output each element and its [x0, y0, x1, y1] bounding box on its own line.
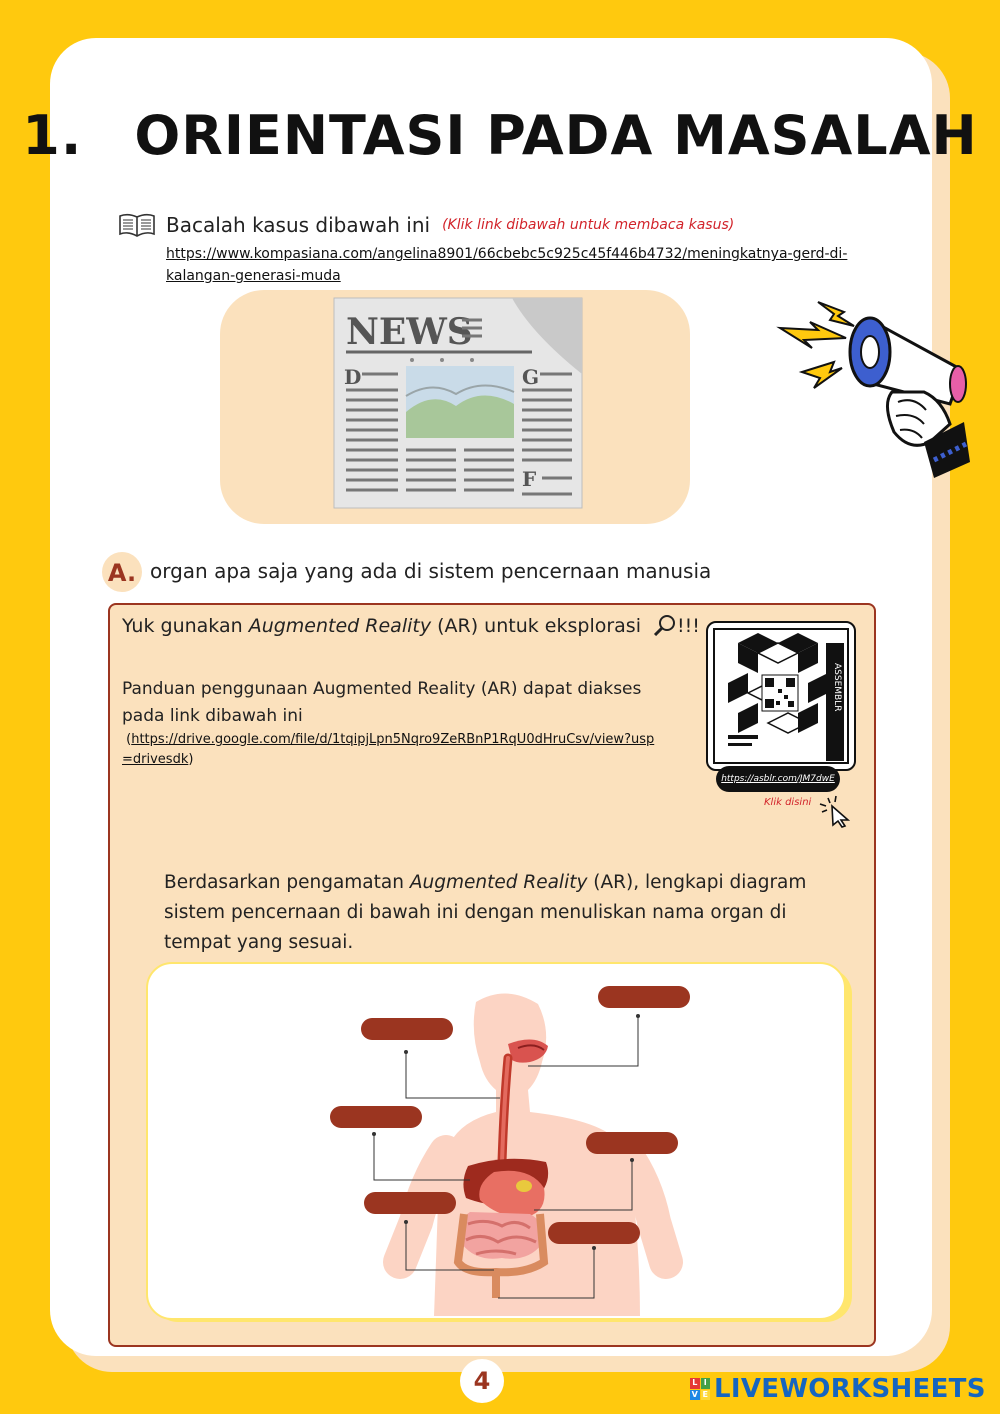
newspaper-headline: NEWS [346, 311, 473, 353]
ar-guide-text: Panduan penggunaan Augmented Reality (AR) dapat diakses pada link dibawah ini [122, 679, 642, 726]
ar-invite-prefix: Yuk gunakan [122, 615, 249, 637]
observation-italic: Augmented Reality [409, 872, 588, 893]
ar-invite [122, 614, 700, 637]
label-input-mid-left[interactable] [330, 1106, 422, 1128]
logo-letter-i: I [701, 1378, 711, 1389]
title-number: 1. [22, 104, 83, 167]
logo-letter-e: E [701, 1390, 711, 1401]
megaphone-icon [774, 292, 984, 488]
logo-letter-v: V [691, 1389, 698, 1399]
instruction-text: Bacalah kasus dibawah ini [166, 213, 431, 237]
logo-letter-l: L [690, 1378, 700, 1389]
newspaper-letter-f: F [522, 467, 537, 491]
qr-click-label[interactable]: Klik disini [764, 797, 812, 808]
observation-prefix: Berdasarkan pengamatan [164, 872, 410, 893]
ar-guide-link[interactable]: https://drive.google.com/file/d/1tqipjLpn5Nqro9ZeRBnP1RqU0dHruCsv/view?usp=drivesdk [122, 732, 655, 767]
ar-invite-exclaim: !!! [677, 615, 700, 637]
liveworksheets-logo-icon [690, 1378, 710, 1400]
ar-guide-link-block [122, 730, 662, 770]
brand-text: LIVEWORKSHEETS [714, 1374, 986, 1404]
label-input-low-right[interactable] [548, 1222, 640, 1244]
cursor-click-icon [818, 794, 854, 828]
link-open-paren: ( [126, 732, 132, 747]
label-input-top-right[interactable] [598, 986, 690, 1008]
qr-link[interactable]: https://asblr.com/JM7dwE [716, 766, 840, 792]
label-input-mid-right[interactable] [586, 1132, 678, 1154]
link-close-paren: ) [188, 752, 194, 767]
newspaper-letter-d: D [344, 365, 362, 389]
qr-card[interactable] [706, 621, 856, 771]
newspaper-letter-g: G [522, 365, 540, 389]
newspaper-illustration [332, 294, 588, 510]
question-text: organ apa saja yang ada di sistem pencernaan manusia [150, 559, 712, 583]
page-number: 4 [460, 1359, 504, 1403]
question-badge: A. [102, 552, 142, 592]
page-title [0, 104, 1000, 167]
observation-text [164, 868, 824, 958]
ar-invite-italic: Augmented Reality [248, 615, 432, 637]
instruction-row [118, 212, 734, 238]
book-icon [118, 212, 156, 238]
digestive-system-diagram [146, 962, 842, 1316]
title-text: ORIENTASI PADA MASALAH [134, 104, 978, 167]
ar-invite-suffix: (AR) untuk eksplorasi [431, 615, 641, 637]
observation-suffix: (AR), lengkapi diagram sistem pencernaan di bawah ini dengan menuliskan nama organ di tempat yang sesuai. [164, 872, 807, 953]
case-link[interactable]: https://www.kompasiana.com/angelina8901/66cbebc5c925c45f446b4732/meningkatnya-gerd-di-kalangan-generasi-muda [166, 246, 848, 284]
qr-brand: ASSEMBLR [832, 663, 842, 712]
label-input-low-left[interactable] [364, 1192, 456, 1214]
liveworksheets-brand[interactable] [690, 1374, 986, 1404]
label-input-top-left[interactable] [361, 1018, 453, 1040]
instruction-hint: (Klik link dibawah untuk membaca kasus) [442, 217, 735, 233]
magnifier-icon [653, 614, 677, 636]
qr-artwork [708, 623, 854, 769]
